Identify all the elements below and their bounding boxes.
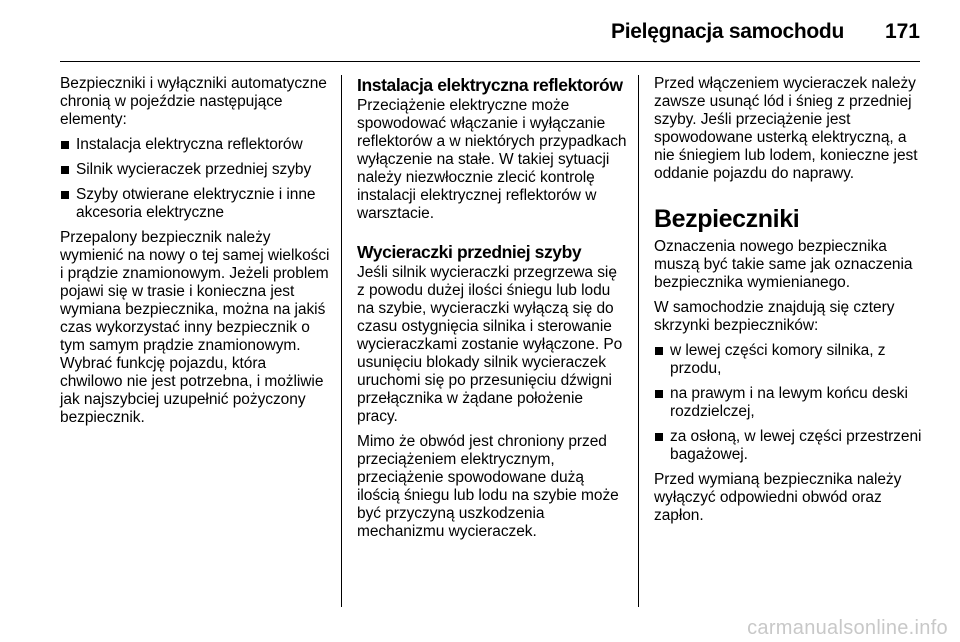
intro-paragraph: Bezpieczniki i wyłączniki automatyczne chronią w pojeździe następujące elementy: [60, 75, 327, 128]
list-item: Instalacja elektryczna reflektorów [60, 136, 330, 154]
list-item: Silnik wycieraczek przedniej szyby [60, 161, 330, 179]
page-title: Pielęgnacja samochodu [611, 20, 844, 43]
wipers-overload-paragraph: Mimo że obwód jest chroniony przed przeciążeniem elektrycznym, przeciążenie spowodowane dużą ilością śniegu lub lodu na szybie może być przyczyną uszkodzenia mechanizmu wycieraczek. [357, 433, 619, 540]
list-item: Szyby otwierane elektrycznie i inne akcesoria elektryczne [60, 186, 330, 222]
fuse-box-list [654, 342, 924, 464]
column-divider-1 [341, 75, 342, 607]
column-1 [60, 75, 330, 434]
list-item: na prawym i na lewym końcu deski rozdzielczej, [654, 385, 924, 421]
list-item: w lewej części komory silnika, z przodu, [654, 342, 924, 378]
list-item: za osłoną, w lewej części przestrzeni bagażowej. [654, 428, 924, 464]
column-3 [654, 75, 924, 532]
page-header [60, 0, 920, 62]
page-number: 171 [884, 20, 920, 43]
section-heading-fuses: Bezpieczniki [654, 205, 800, 233]
protected-elements-list [60, 136, 330, 222]
section-heading-wipers: Wycieraczki przedniej szyby [357, 242, 582, 262]
header-divider [60, 61, 920, 62]
fuse-replacement-paragraph: Przepalony bezpiecznik należy wymienić na nowy o tej samej wielkości i prądzie znamionowym. Jeżeli problem pojawi się w trasie i konieczna jest wymiana bezpiecznika, można na jakiś czas wykorzystać inny bezpiecznik o tym samym prądzie znamionowym. Wybrać funkcję pojazdu, która chwilowo nie jest potrzebna, i możliwie jak najszybciej uzupełnić pożyczony bezpiecznik. [60, 229, 330, 426]
fuse-marking-paragraph: Oznaczenia nowego bezpiecznika muszą być takie same jak oznaczenia bezpiecznika wymienianego. [654, 238, 913, 291]
column-2 [357, 75, 627, 548]
fuse-boxes-paragraph: W samochodzie znajdują się cztery skrzynki bezpieczników: [654, 299, 895, 334]
wipers-paragraph: Jeśli silnik wycieraczki przegrzewa się z powodu dużej ilości śniegu lub lodu na szybie, wycieraczki wyłączą się do czasu ostygnięcia silnika i sterowanie wycieraczkami zostanie wyłączone. Po usunięciu blokady silnik wycieraczek uruchomi się po przesunięciu dźwigni przełącznika w żądane położenie pracy. [357, 264, 623, 425]
headlamp-wiring-paragraph: Przeciążenie elektryczne może spowodować włączanie i wyłączanie reflektorów a w niektórych przypadkach wyłączenie na stałe. W takiej sytuacji należy niezwłocznie zlecić kontrolę instalacji elektrycznej reflektorów w warsztacie. [357, 97, 627, 222]
section-heading-headlamp-wiring: Instalacja elektryczna reflektorów [357, 75, 623, 95]
column-divider-2 [638, 75, 639, 607]
switch-off-paragraph: Przed wymianą bezpiecznika należy wyłączyć odpowiedni obwód oraz zapłon. [654, 471, 902, 524]
watermark: carmanualsonline.info [747, 617, 948, 639]
wipers-note-paragraph: Przed włączeniem wycieraczek należy zawsze usunąć lód i śnieg z przedniej szyby. Jeśli przeciążenie jest spowodowane usterką elektryczną, a nie śniegiem lub lodem, konieczne jest oddanie pojazdu do naprawy. [654, 75, 918, 182]
